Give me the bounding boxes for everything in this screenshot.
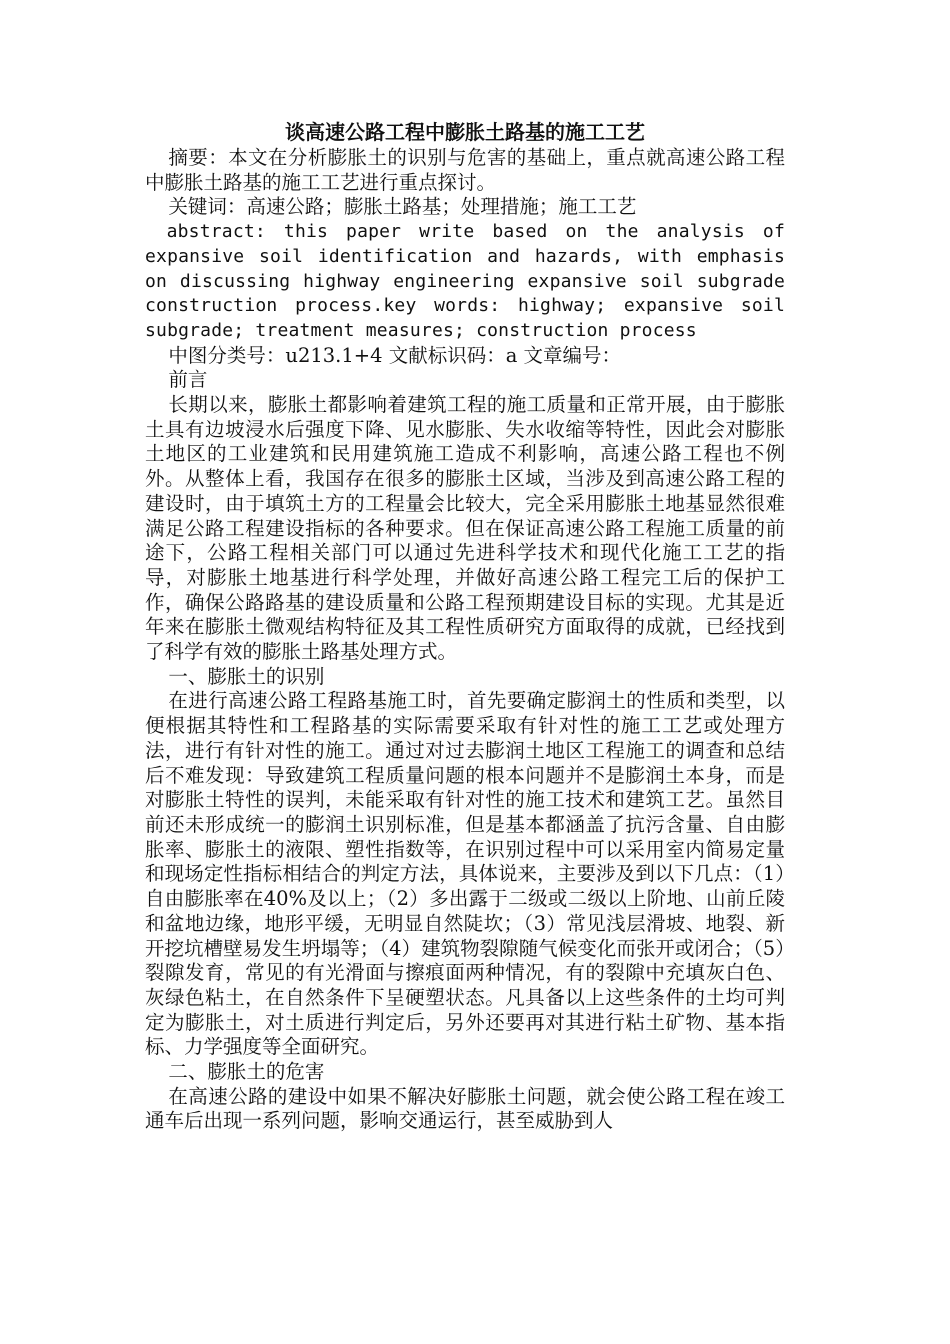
preface-paragraph: 长期以来，膨胀土都影响着建筑工程的施工质量和正常开展，由于膨胀土具有边坡浸水后强度下降、见水膨胀、失水收缩等特性，因此会对膨胀土地区的工业建筑和民用建筑施工造成不利影响，高速公路工程也不例外。从整体上看，我国存在很多的膨胀土区域，当涉及到高速公路工程的建设时，由于填筑土方的工程量会比较大，完全采用膨胀土地基显然很难满足公路工程建设指标的各种要求。但在保证高速公路工程施工质量的前途下，公路工程相关部门可以通过先进科学技术和现代化施工工艺的指导，对膨胀土地基进行科学处理，并做好高速公路工程完工后的保护工作，确保公路路基的建设质量和公路工程预期建设目标的实现。尤其是近年来在膨胀土微观结构特征及其工程性质研究方面取得的成就，已经找到了科学有效的膨胀土路基处理方式。 — [145, 393, 785, 664]
keywords-cn: 关键词：高速公路；膨胀土路基；处理措施；施工工艺 — [168, 195, 637, 219]
section2-heading: 二、膨胀土的危害 — [168, 1060, 325, 1084]
preface-heading: 前言 — [168, 368, 208, 392]
document-title: 谈高速公路工程中膨胀土路基的施工工艺 — [285, 120, 645, 144]
section1-heading: 一、膨胀土的识别 — [168, 664, 325, 688]
section1-paragraph: 在进行高速公路工程路基施工时，首先要确定膨润土的性质和类型，以便根据其特性和工程路基的实际需要采取有针对性的施工工艺或处理方法，进行有针对性的施工。通过对过去膨润土地区工程施工的调查和总结后不难发现：导致建筑工程质量问题的根本问题并不是膨润土本身，而是对膨胀土特性的误判，未能采取有针对性的施工技术和建筑工艺。虽然目前还未形成统一的膨润土识别标准，但是基本都涵盖了抗污含量、自由膨胀率、膨胀土的液限、塑性指数等，在识别过程中可以采用室内简易定量和现场定性指标相结合的判定方法，具体说来，主要涉及到以下几点：（1）自由膨胀率在40%及以上；（2）多出露于二级或二级以上阶地、山前丘陵和盆地边缘，地形平缓，无明显自然陡坎；（3）常见浅层滑坡、地裂、新开挖坑槽壁易发生坍塌等；（4）建筑物裂隙随气候变化而张开或闭合；（5）裂隙发育，常见的有光滑面与擦痕面两种情况，有的裂隙中充填灰白色、灰绿色粘土，在自然条件下呈硬塑状态。凡具备以上这些条件的土均可判定为膨胀土，对土质进行判定后，另外还要再对其进行粘土矿物、基本指标、力学强度等全面研究。 — [145, 689, 785, 1059]
classification-line: 中图分类号：u213.1+4 文献标识码：a 文章编号： — [168, 343, 622, 367]
abstract-en: abstract: this paper write based on the analysis of expansive soil identification and hazards, with emphasis on discussing highway engineering expansive soil subgrade construction process.key words: highway; expansive soil subgrade; treatment measures; construction process — [145, 221, 785, 341]
abstract-cn: 摘要：本文在分析膨胀土的识别与危害的基础上，重点就高速公路工程中膨胀土路基的施工工艺进行重点探讨。 — [145, 146, 785, 194]
document-page — [145, 118, 785, 1134]
section2-paragraph: 在高速公路的建设中如果不解决好膨胀土问题，就会使公路工程在竣工通车后出现一系列问题，影响交通运行，甚至威胁到人 — [145, 1084, 785, 1133]
